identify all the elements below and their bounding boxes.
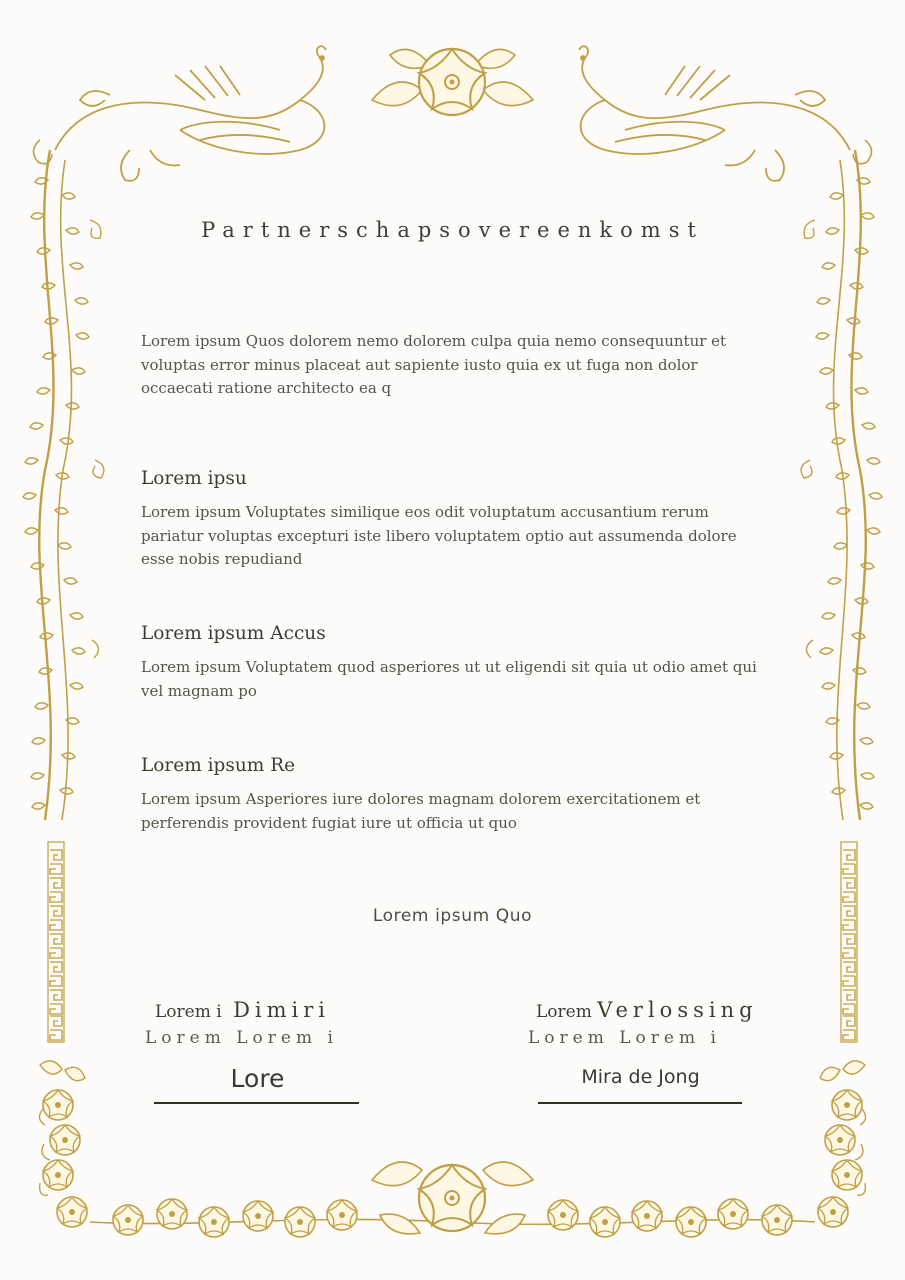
signer-name: Dimiri — [233, 998, 331, 1022]
section-heading: Lorem ipsum Accus — [141, 623, 326, 644]
right-vine-border — [801, 140, 882, 820]
section-heading: Lorem ipsu — [141, 468, 247, 489]
signature-line — [538, 1102, 742, 1104]
intro-paragraph: Lorem ipsum Quos dolorem nemo dolorem culpa quia nemo consequuntur et voluptas error minus placeat aut sapiente iusto quia ex ut fuga non dolor occaecati ratione architecto ea q — [141, 332, 727, 397]
top-center-flower — [372, 49, 533, 115]
phoenix-top-left — [55, 46, 326, 181]
left-meander-strip — [48, 842, 64, 1042]
bottom-garland — [90, 1162, 815, 1237]
signer-name: Verlossing — [597, 998, 758, 1022]
signer-sub-a: Lorem — [528, 1028, 609, 1048]
signature-line — [154, 1102, 359, 1104]
document-title: Partnerschapsovereenkomst — [201, 218, 704, 242]
section-2 — [141, 623, 771, 703]
signer-sub-b: Lorem i — [236, 1028, 338, 1048]
bottom-right-flower-cluster — [818, 1061, 866, 1227]
signer-label: Lorem — [536, 1002, 592, 1022]
signer-subline — [145, 1028, 338, 1048]
handwritten-signature: Mira de Jong — [581, 1066, 700, 1088]
section-3 — [141, 755, 771, 835]
signer-line — [155, 998, 330, 1022]
section-body: Lorem ipsum Voluptatem quod asperiores ut ut eligendi sit quia ut odio amet qui vel magnam po — [141, 658, 757, 700]
handwritten-signature: Lore — [230, 1064, 285, 1093]
left-vine-border — [23, 140, 104, 820]
signer-sub-b: Lorem i — [619, 1028, 721, 1048]
bottom-left-flower-cluster — [39, 1061, 87, 1227]
signer-subline — [528, 1028, 721, 1048]
section-heading: Lorem ipsum Re — [141, 755, 296, 776]
phoenix-top-right — [579, 46, 850, 181]
signer-label: Lorem i — [155, 1002, 222, 1022]
closing-line: Lorem ipsum Quo — [372, 906, 533, 926]
right-meander-strip — [841, 842, 857, 1042]
section-body: Lorem ipsum Asperiores iure dolores magnam dolorem exercitationem et perferendis provident fugiat iure ut officia ut quo — [141, 790, 701, 832]
section-body: Lorem ipsum Voluptates similique eos odit voluptatum accusantium rerum pariatur voluptas excepturi iste libero voluptatem optio aut assumenda dolore esse nobis repudiand — [141, 503, 737, 568]
section-1 — [141, 468, 771, 572]
signer-line — [536, 998, 758, 1022]
signer-sub-a: Lorem — [145, 1028, 226, 1048]
